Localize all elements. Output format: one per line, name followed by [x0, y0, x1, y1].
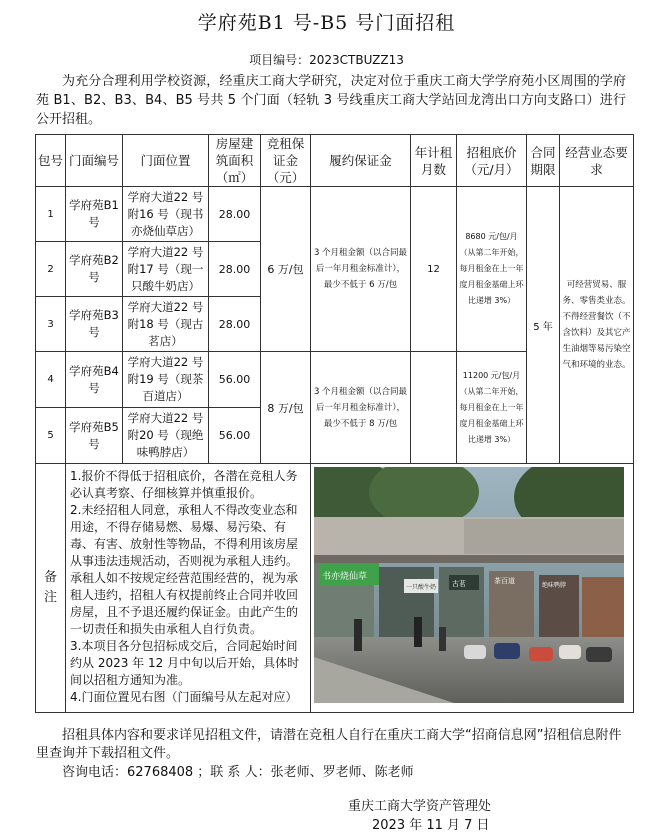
unit-area: 28.00 — [209, 297, 261, 352]
unit-area: 28.00 — [209, 242, 261, 297]
page-title: 学府苑B1 号-B5 号门面招租 — [197, 12, 456, 34]
unit-location: 学府大道22 号附18 号（现古茗店） — [123, 297, 209, 352]
header-package-no: 包号 — [36, 135, 66, 187]
sign-text: 一只酸牛奶 — [406, 584, 437, 591]
issuing-organization: 重庆工商大学资产管理处 — [348, 799, 492, 814]
notes-label: 备注 — [36, 464, 66, 713]
storefront-photo — [314, 467, 624, 703]
header-location: 门面位置 — [123, 135, 209, 187]
note-item: 1.报价不得低于招租底价，各潜在竞租人务必认真考察、仔细核算并慎重报价。 — [70, 469, 298, 500]
note-item: 4.门面位置见右图（门面编号从左起对应） — [70, 690, 298, 704]
note-item: 2.未经招租人同意，承租人不得改变业态和用途，不得存储易燃、易爆、易污染、有毒、有害、放射性等物品，不得利用该房屋从事违法违规活动，否则视为承租人违约。 — [70, 503, 299, 568]
notes-text — [66, 464, 311, 713]
unit-location: 学府大道22 号附19 号（现茶百道店） — [123, 352, 209, 408]
performance-bond-group2: 3 个月租金额（以合同最后一年月租金标准计），最少不低于 8 万/包 — [311, 352, 411, 464]
unit-location: 学府大道22 号附16 号（现书亦烧仙草店） — [123, 187, 209, 242]
note-item: 3.本项目各分包招标成交后，合同起始时间约从 2023 年 12 月中旬以后开始，具体时间以招租方通知为准。 — [70, 639, 300, 687]
sign-text: 古茗 — [452, 580, 466, 588]
footer-contact: 咨询电话：62768408 ；联 系 人：张老师、罗老师、陈老师 — [62, 765, 414, 780]
unit-location: 学府大道22 号附17 号（现一只酸牛奶店） — [123, 242, 209, 297]
note-item: 承租人如不按规定经营范围经营的，视为承租人违约，招租人有权提前终止合同并收回房屋，且不予退还履约保证金。由此产生的一切责任和损失由承租人自行负责。 — [70, 571, 299, 636]
unit-area: 56.00 — [209, 408, 261, 464]
notes-row — [36, 464, 634, 713]
project-number: 项目编号：2023CTBUZZ13 — [249, 53, 404, 67]
header-months: 年计租月数 — [411, 135, 457, 187]
package-no: 5 — [36, 408, 66, 464]
term-value: 5 年 — [527, 187, 560, 464]
header-base-price: 招租底价（元/月） — [457, 135, 527, 187]
package-no: 3 — [36, 297, 66, 352]
table-header-row — [36, 135, 634, 187]
deposit-group2: 8 万/包 — [261, 352, 311, 464]
unit-area: 56.00 — [209, 352, 261, 408]
months-value: 12 — [411, 187, 457, 352]
intro-paragraph: 为充分合理利用学校资源，经重庆工商大学研究，决定对位于重庆工商大学学府苑小区周围的学府苑 B1、B2、B3、B4、B5 号共 5 个门面（轻轨 3 号线重庆工商大学站回龙湾出口方向支路口）进行公开招租。 — [36, 74, 626, 127]
business-type-value: 可经营贸易、服务、零售类业态。不得经营餐饮（不含饮料）及其它产生油烟等易污染空气和环境的业态。 — [560, 187, 634, 464]
sign-text: 书亦烧仙草 — [322, 572, 368, 582]
unit-no: 学府苑B1 号 — [66, 187, 123, 242]
deposit-group1: 6 万/包 — [261, 187, 311, 352]
sign-text: 茶百道 — [494, 577, 515, 585]
package-no: 2 — [36, 242, 66, 297]
performance-bond-group1: 3 个月租金额（以合同最后一年月租金标准计），最少不低于 6 万/包 — [311, 187, 411, 352]
header-deposit: 竞租保证金（元） — [261, 135, 311, 187]
unit-no: 学府苑B2 号 — [66, 242, 123, 297]
months-empty — [411, 352, 457, 464]
header-business-type: 经营业态要求 — [560, 135, 634, 187]
header-unit-no: 门面编号 — [66, 135, 123, 187]
unit-location: 学府大道22 号附20 号（现绝味鸭脖店） — [123, 408, 209, 464]
base-price-group1: 8680 元/包/月（从第二年开始，每月租金在上一年度月租金基础上环比递增 3%） — [457, 187, 527, 352]
footer-instructions: 招租具体内容和要求详见招租文件，请潜在竞租人自行在重庆工商大学“招商信息网”招租信息附件里查询并下载招租文件。 — [36, 728, 622, 761]
unit-no: 学府苑B3 号 — [66, 297, 123, 352]
unit-no: 学府苑B5 号 — [66, 408, 123, 464]
base-price-group2: 11200 元/包/月（从第二年开始，每月租金在上一年度月租金基础上环比递增 3%） — [457, 352, 527, 464]
sign-text: 绝味鸭脖 — [542, 582, 567, 589]
rental-table — [35, 134, 634, 713]
table-row — [36, 187, 634, 242]
storefront-photo-cell — [311, 464, 634, 713]
package-no: 1 — [36, 187, 66, 242]
unit-area: 28.00 — [209, 187, 261, 242]
header-performance-bond: 履约保证金 — [311, 135, 411, 187]
header-term: 合同期限 — [527, 135, 560, 187]
unit-no: 学府苑B4 号 — [66, 352, 123, 408]
issue-date: 2023 年 11 月 7 日 — [372, 818, 490, 833]
header-area: 房屋建筑面积（㎡） — [209, 135, 261, 187]
package-no: 4 — [36, 352, 66, 408]
